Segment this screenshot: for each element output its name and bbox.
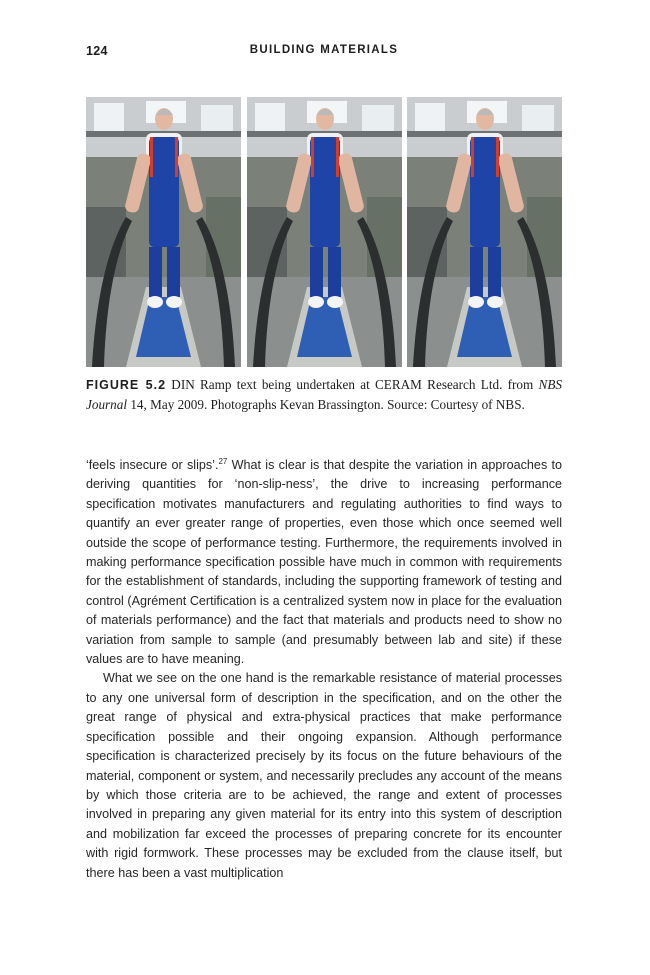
running-title: BUILDING MATERIALS [249, 44, 399, 56]
figure-caption [86, 375, 562, 414]
figure-5-2 [86, 97, 562, 367]
paragraph-2: What we see on the one hand is the remarkable resistance of material processes to any one universal form of description in the specification, and on the other the great range of physical and extra-physical practices that make performance specification possible and their ongoing expansion. Although performance specification is characterized precisely by its focus on the future behaviours of the material, component or system, and necessarily precludes any account of the means by which those criteria are to be achieved, the range and extent of processes involved in preparing any given material for its entry into this system of description and mobilization far exceed the processes of preparing concrete for its encounter with rigid formwork. These processes may be excluded from the clause itself, but there has been a vast multiplication [86, 671, 562, 880]
paragraph-1-start: ‘feels insecure or slips’. [86, 458, 219, 472]
figure-label: FIGURE 5.2 [86, 378, 167, 392]
caption-text-2: 14, May 2009. Photographs Kevan Brassington. Source: Courtesy of NBS. [127, 397, 525, 412]
paragraph-1 [86, 456, 562, 669]
ramp-test-photo-2 [247, 97, 402, 367]
ramp-test-photo-3 [407, 97, 562, 367]
caption-text-1: DIN Ramp text being undertaken at CERAM Research Ltd. from [166, 377, 539, 392]
body-text [86, 456, 562, 883]
ramp-test-photo-1 [86, 97, 241, 367]
page-header [86, 44, 562, 62]
caption-journal: NBS Journal [86, 377, 562, 412]
paragraph-1-rest: What is clear is that despite the variation in approaches to deriving quantities for ‘non-slip-ness’, the drive to increasing performance specification motivates manufacturers and regulating authorities to find ways to quantify an ever greater range of properties, even those which once seemed well outside the scope of performance testing. Furthermore, the requirements involved in making performance specification possible have much in common with requirements for the establishment of standards, including the supporting framework of testing and control (Agrément Certification is a centralized system now in place for the evaluation of materials performance) and the fact that materials and products need to show no variation from sample to sample (and presumably between lab and site) if these values are to have meaning. [86, 458, 563, 667]
footnote-ref[interactable]: 27 [218, 457, 228, 466]
page-number: 124 [86, 44, 108, 58]
